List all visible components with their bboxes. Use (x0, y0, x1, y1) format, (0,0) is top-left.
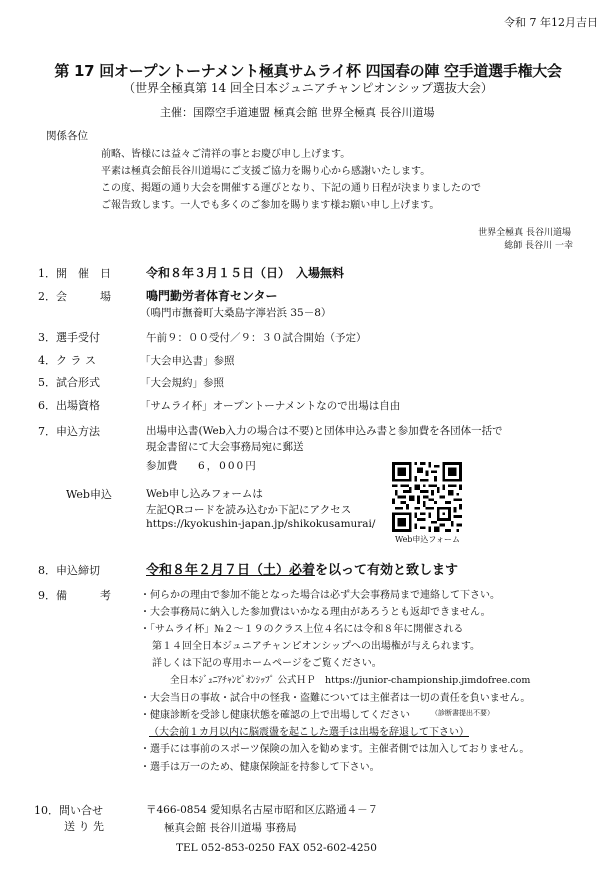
note-line: 第１４回全日本ジュニアチャンピオンシップへの出場権が与えられます。 (152, 641, 481, 652)
note-line[interactable]: 全日本ｼﾞｭﾆｱﾁｬﾝﾋﾟｵﾝｼｯﾌﾟ 公式ＨＰ https://junior-championship.jimdofree.com (170, 675, 531, 686)
item-venue-label: 2．会 場 (38, 290, 111, 303)
web-apply-line: 左記QRコードを読み込むか下記にアクセス (146, 504, 352, 516)
fee-label: 参加費 (146, 460, 178, 472)
contact-address: 〒466-0854 愛知県名古屋市昭和区広路通４－７ (146, 804, 379, 816)
item-class-value: 「大会申込書」参照 (140, 355, 235, 367)
web-apply-url[interactable]: https://kyokushin-japan.jp/shikokusamurai/ (146, 518, 376, 530)
item-notes-label: 9．備 考 (38, 589, 111, 602)
web-apply-line: Web申し込みフォームは (146, 488, 263, 500)
greeting-line: この度、掲題の通り大会を開催する運びとなり、下記の通り日程が決まりましたので (101, 183, 481, 194)
greeting-line: 平素は極真会館長谷川道場にご支援ご協力を賜り心から感謝いたします。 (101, 166, 431, 177)
note-line: ・健康診断を受診し健康状態を確認の上で出場してください (140, 710, 410, 721)
note-line: 詳しくは下記の専用ホームページをご覧ください。 (152, 658, 382, 669)
item-apply-line: 現金書留にて大会事務局宛に郵送 (146, 441, 304, 453)
item-deadline-label: 8．申込締切 (38, 564, 100, 577)
document-title: 第 17 回オープントーナメント極真サムライ杯 四国春の陣 空手道選手権大会 (54, 62, 562, 80)
item-reception-label: 3．選手受付 (38, 331, 100, 344)
greeting-text (101, 146, 481, 214)
item-format-label: 5．試合形式 (38, 376, 100, 389)
item-eligibility-value: 「サムライ杯」オープントーナメントなので出場は自由 (140, 400, 401, 412)
item-eligibility-label: 6．出場資格 (38, 399, 100, 412)
addressee: 関係各位 (46, 130, 88, 142)
document-subtitle: （世界全極真第 14 回全日本ジュニアチャンピオンシップ選抜大会） (123, 81, 493, 95)
deadline-text: を以って有効と致します (315, 563, 459, 578)
item-contact-label2: 送 り 先 (64, 820, 104, 833)
note-line: （大会前１カ月以内に脳震盪を起こした選手は出場を辞退して下さい） (149, 727, 469, 738)
deadline-date: 令和８年２月７日（土）必着 (146, 563, 316, 578)
contact-office: 極真会館 長谷川道場 事務局 (164, 822, 297, 834)
contact-phone: TEL 052-853-0250 FAX 052-602-4250 (176, 842, 377, 854)
note-line: ・選手には事前のスポーツ保険の加入を勧めます。主催者側では加入しておりません。 (140, 744, 530, 755)
item-apply-line: 出場申込書(Web入力の場合は不要)と団体申込み書と参加費を各団体一括で (146, 425, 503, 437)
note-line: ・何らかの理由で参加不能となった場合は必ず大会事務局まで連絡して下さい。 (140, 590, 500, 601)
item-format-value: 「大会規約」参照 (140, 377, 224, 389)
sponsor-line: 主催：国際空手道連盟 極真会館 世界全極真 長谷川道場 (160, 106, 435, 119)
item-apply-label: 7．申込方法 (38, 425, 100, 438)
note-line: ・「サムライ杯」№２～１９のクラス上位４名には令和８年に開催される (140, 624, 464, 635)
greeting-line: ご報告致します。一人でも多くのご参加を賜ります様お願い申し上げます。 (101, 200, 440, 211)
item-contact-label: 10．問い合せ (34, 804, 103, 817)
signature-name: 総師 長谷川 一幸 (504, 241, 573, 251)
item-date-value: 令和８年３月１５日（日） 入場無料 (146, 266, 345, 280)
greeting-line: 前略、皆様には益々ご清祥の事とお慶び申し上げます。 (101, 149, 351, 160)
web-apply-label: Web申込 (66, 488, 112, 501)
item-reception-value: 午前９：００受付／９：３０試合開始（予定） (146, 332, 367, 344)
signature-org: 世界全極真 長谷川道場 (478, 228, 571, 238)
note-line: ・選手は万一のため、健康保険証を持参して下さい。 (140, 762, 380, 773)
item-class-label: 4．ク ラ ス (38, 354, 96, 367)
fee-value: 6，000円 (198, 460, 258, 472)
item-venue-address: （鳴門市撫養町大桑島字濘岩浜 35－8） (140, 307, 332, 319)
item-venue-value: 鳴門勤労者体育センター (146, 289, 278, 303)
qr-code-icon[interactable] (392, 462, 462, 532)
note-line: ・大会事務局に納入した参加費はいかなる理由があろうとも返却できません。 (140, 607, 491, 618)
note-line: （診断書提出不要） (431, 709, 494, 717)
qr-caption: Web申込フォーム (395, 535, 461, 544)
item-date-label: 1．開 催 日 (38, 267, 111, 280)
note-line: ・大会当日の事故・試合中の怪我・盗難については主催者は一切の責任を負いません。 (140, 693, 531, 704)
item-deadline-value (146, 559, 458, 578)
document-date: 令和 7 年12月吉日 (504, 16, 598, 29)
